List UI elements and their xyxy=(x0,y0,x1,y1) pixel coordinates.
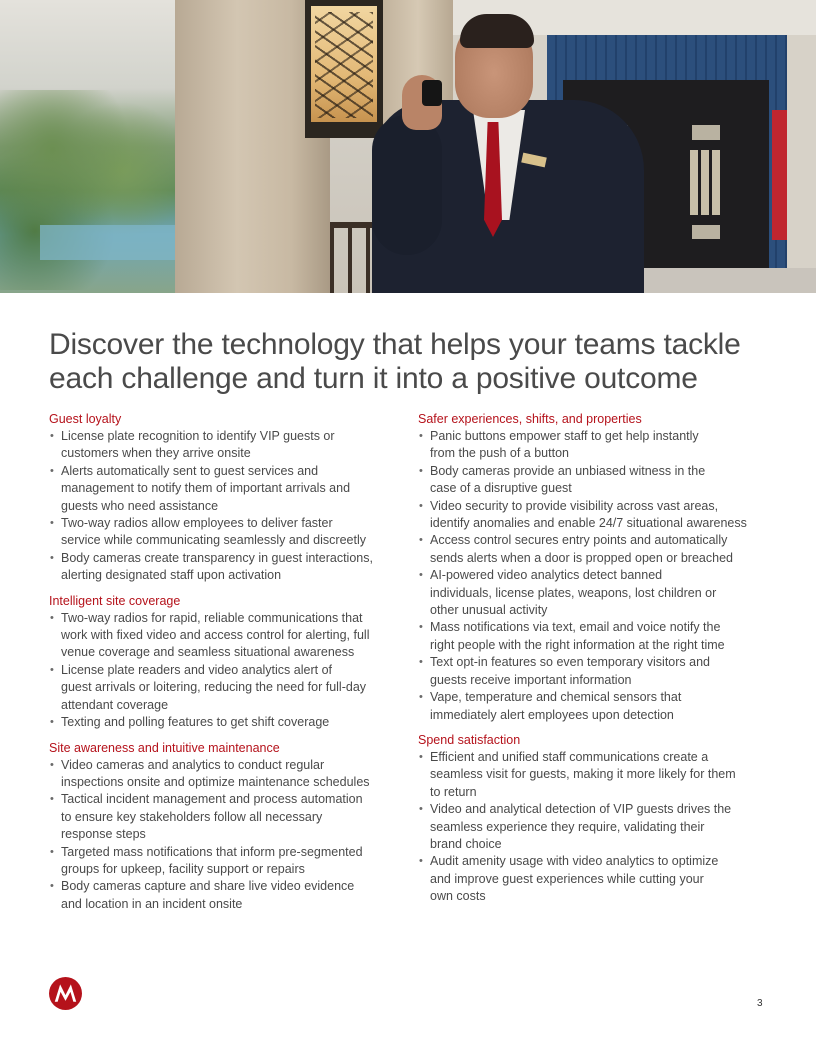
list-item xyxy=(49,550,409,585)
list-item xyxy=(49,463,409,515)
list-item-line: Body cameras provide an unbiased witness in the xyxy=(430,463,706,478)
list-item-line: from the push of a button xyxy=(430,446,569,461)
list-item-line: Body cameras capture and share live video evidence xyxy=(61,879,355,894)
bullet-icon: • xyxy=(50,551,54,564)
bullet-list xyxy=(418,749,778,906)
bullet-icon: • xyxy=(419,430,423,442)
section-heading: Intelligent site coverage xyxy=(49,593,181,608)
section-heading: Site awareness and intuitive maintenance xyxy=(49,740,280,755)
list-item-line: and location in an incident onsite xyxy=(61,896,243,911)
list-item-line: Video and analytical detection of VIP guests drives the xyxy=(430,802,732,817)
section xyxy=(418,732,778,906)
list-item-line: AI-powered video analytics detect banned xyxy=(430,568,663,583)
list-item-line: work with fixed video and access control for alerting, full xyxy=(61,628,370,643)
list-item-line: venue coverage and seamless situational awareness xyxy=(61,645,355,660)
list-item xyxy=(418,567,778,619)
list-item-line: to ensure key stakeholders follow all necessary xyxy=(61,809,323,824)
list-item-line: response steps xyxy=(61,827,146,842)
list-item-line: immediately alert employees upon detection xyxy=(430,707,674,722)
list-item-line: groups for upkeep, facility support or repairs xyxy=(61,861,305,876)
list-item xyxy=(418,498,778,533)
list-item-line: License plate readers and video analytics alert of xyxy=(61,662,332,677)
red-banner xyxy=(772,110,787,240)
list-item-line: attendant coverage xyxy=(61,697,169,712)
page-number: 3 xyxy=(757,998,763,1009)
list-item-line: Access control secures entry points and automatically xyxy=(430,533,728,548)
bullet-icon: • xyxy=(419,569,423,582)
list-item-line: Audit amenity usage with video analytics to optimize xyxy=(430,854,719,869)
list-item-line: guest arrivals or loitering, reducing the need for full-day xyxy=(61,680,367,695)
list-item xyxy=(49,515,409,550)
list-item xyxy=(418,689,778,724)
wall-lantern xyxy=(305,0,383,138)
list-item-line: service while communicating seamlessly and discreetly xyxy=(61,533,366,548)
list-item xyxy=(418,619,778,654)
list-item-line: alerting designated staff upon activation xyxy=(61,568,282,583)
list-item-line: Video security to provide visibility across vast areas, xyxy=(430,498,719,513)
list-item-line: Alerts automatically sent to guest services and xyxy=(61,463,319,478)
hero-photo xyxy=(0,0,816,293)
list-item xyxy=(49,844,409,879)
bullet-icon: • xyxy=(419,855,423,868)
right-column xyxy=(418,411,778,914)
list-item xyxy=(418,853,778,905)
list-item-line: guests who need assistance xyxy=(61,498,219,513)
list-item xyxy=(418,532,778,567)
bullet-icon: • xyxy=(419,750,423,763)
list-item-line: Video cameras and analytics to conduct regular xyxy=(61,757,325,772)
bullet-icon: • xyxy=(50,845,54,858)
page-title: Discover the technology that helps your teams tackle each challenge and turn it into a positive outcome xyxy=(49,328,741,395)
bullet-list xyxy=(49,757,409,914)
bullet-list xyxy=(49,428,409,585)
door-window xyxy=(690,150,720,215)
list-item-line: sends alerts when a door is propped open or breached xyxy=(430,550,733,565)
list-item-line: Body cameras create transparency in guest interactions, xyxy=(61,550,373,565)
list-item xyxy=(418,654,778,689)
list-item-line: and improve guest experiences while cutting your xyxy=(430,871,704,886)
list-item-line: Efficient and unified staff communications create a xyxy=(430,749,709,764)
pool xyxy=(40,225,175,260)
list-item-line: Two-way radios allow employees to deliver faster xyxy=(61,516,333,531)
list-item-line: right people with the right information at the right time xyxy=(430,637,725,652)
list-item xyxy=(49,757,409,792)
list-item-line: other unusual activity xyxy=(430,603,548,618)
list-item xyxy=(49,791,409,843)
bullet-icon: • xyxy=(50,464,54,477)
bullet-icon: • xyxy=(419,464,423,477)
bullet-icon: • xyxy=(50,611,54,624)
section xyxy=(49,411,409,585)
list-item xyxy=(49,428,409,463)
motorola-logo-icon xyxy=(49,977,82,1010)
list-item xyxy=(418,428,778,463)
list-item-line: Vape, temperature and chemical sensors that xyxy=(430,690,682,705)
list-item-line: to return xyxy=(430,784,477,799)
list-item xyxy=(418,801,778,853)
door-window xyxy=(692,225,720,239)
list-item-line: Targeted mass notifications that inform pre-segmented xyxy=(61,844,363,859)
two-way-radio xyxy=(422,80,442,106)
list-item xyxy=(418,463,778,498)
list-item-line: case of a disruptive guest xyxy=(430,481,572,496)
list-item-line: inspections onsite and optimize maintenance schedules xyxy=(61,774,370,789)
section xyxy=(49,593,409,732)
list-item xyxy=(49,878,409,913)
bullet-icon: • xyxy=(50,716,54,729)
bullet-icon: • xyxy=(50,430,54,442)
bullet-icon: • xyxy=(50,758,54,771)
list-item-line: License plate recognition to identify VIP guests or xyxy=(61,429,335,443)
list-item-line: guests receive important information xyxy=(430,672,632,687)
list-item-line: seamless visit for guests, making it more likely for them xyxy=(430,767,736,782)
list-item-line: customers when they arrive onsite xyxy=(61,446,251,461)
list-item-line: Tactical incident management and process automation xyxy=(61,792,363,807)
bullet-icon: • xyxy=(419,656,423,669)
bullet-icon: • xyxy=(50,880,54,893)
list-item xyxy=(49,610,409,662)
list-item xyxy=(49,662,409,714)
list-item-line: brand choice xyxy=(430,836,502,851)
bullet-icon: • xyxy=(419,803,423,816)
list-item-line: seamless experience they require, validating their xyxy=(430,819,705,834)
list-item-line: own costs xyxy=(430,889,486,904)
bullet-icon: • xyxy=(419,534,423,547)
bullet-icon: • xyxy=(419,621,423,634)
bullet-list xyxy=(49,610,409,732)
section xyxy=(418,411,778,724)
list-item-line: individuals, license plates, weapons, lost children or xyxy=(430,585,717,600)
bullet-icon: • xyxy=(419,691,423,704)
section-heading: Safer experiences, shifts, and properties xyxy=(418,412,642,426)
list-item-line: identify anomalies and enable 24/7 situational awareness xyxy=(430,516,747,531)
list-item-line: Texting and polling features to get shift coverage xyxy=(61,715,330,730)
door-window xyxy=(692,125,720,140)
list-item-line: management to notify them of important arrivals and xyxy=(61,481,351,496)
section-heading: Guest loyalty xyxy=(49,412,122,426)
hair xyxy=(460,14,534,48)
palm-trees xyxy=(0,90,175,290)
bullet-list xyxy=(418,428,778,724)
list-item-line: Two-way radios for rapid, reliable communications that xyxy=(61,610,363,625)
section xyxy=(49,740,409,914)
left-column xyxy=(49,411,409,921)
list-item xyxy=(49,714,409,731)
list-item-line: Mass notifications via text, email and voice notify the xyxy=(430,620,721,635)
bullet-icon: • xyxy=(50,517,54,530)
section-heading: Spend satisfaction xyxy=(418,732,521,747)
list-item-line: Panic buttons empower staff to get help instantly xyxy=(430,429,699,443)
bullet-icon: • xyxy=(50,663,54,676)
list-item xyxy=(418,749,778,801)
staff-member-arm xyxy=(372,115,442,255)
bullet-icon: • xyxy=(50,793,54,806)
bullet-icon: • xyxy=(419,499,423,512)
list-item-line: Text opt-in features so even temporary visitors and xyxy=(430,655,710,670)
